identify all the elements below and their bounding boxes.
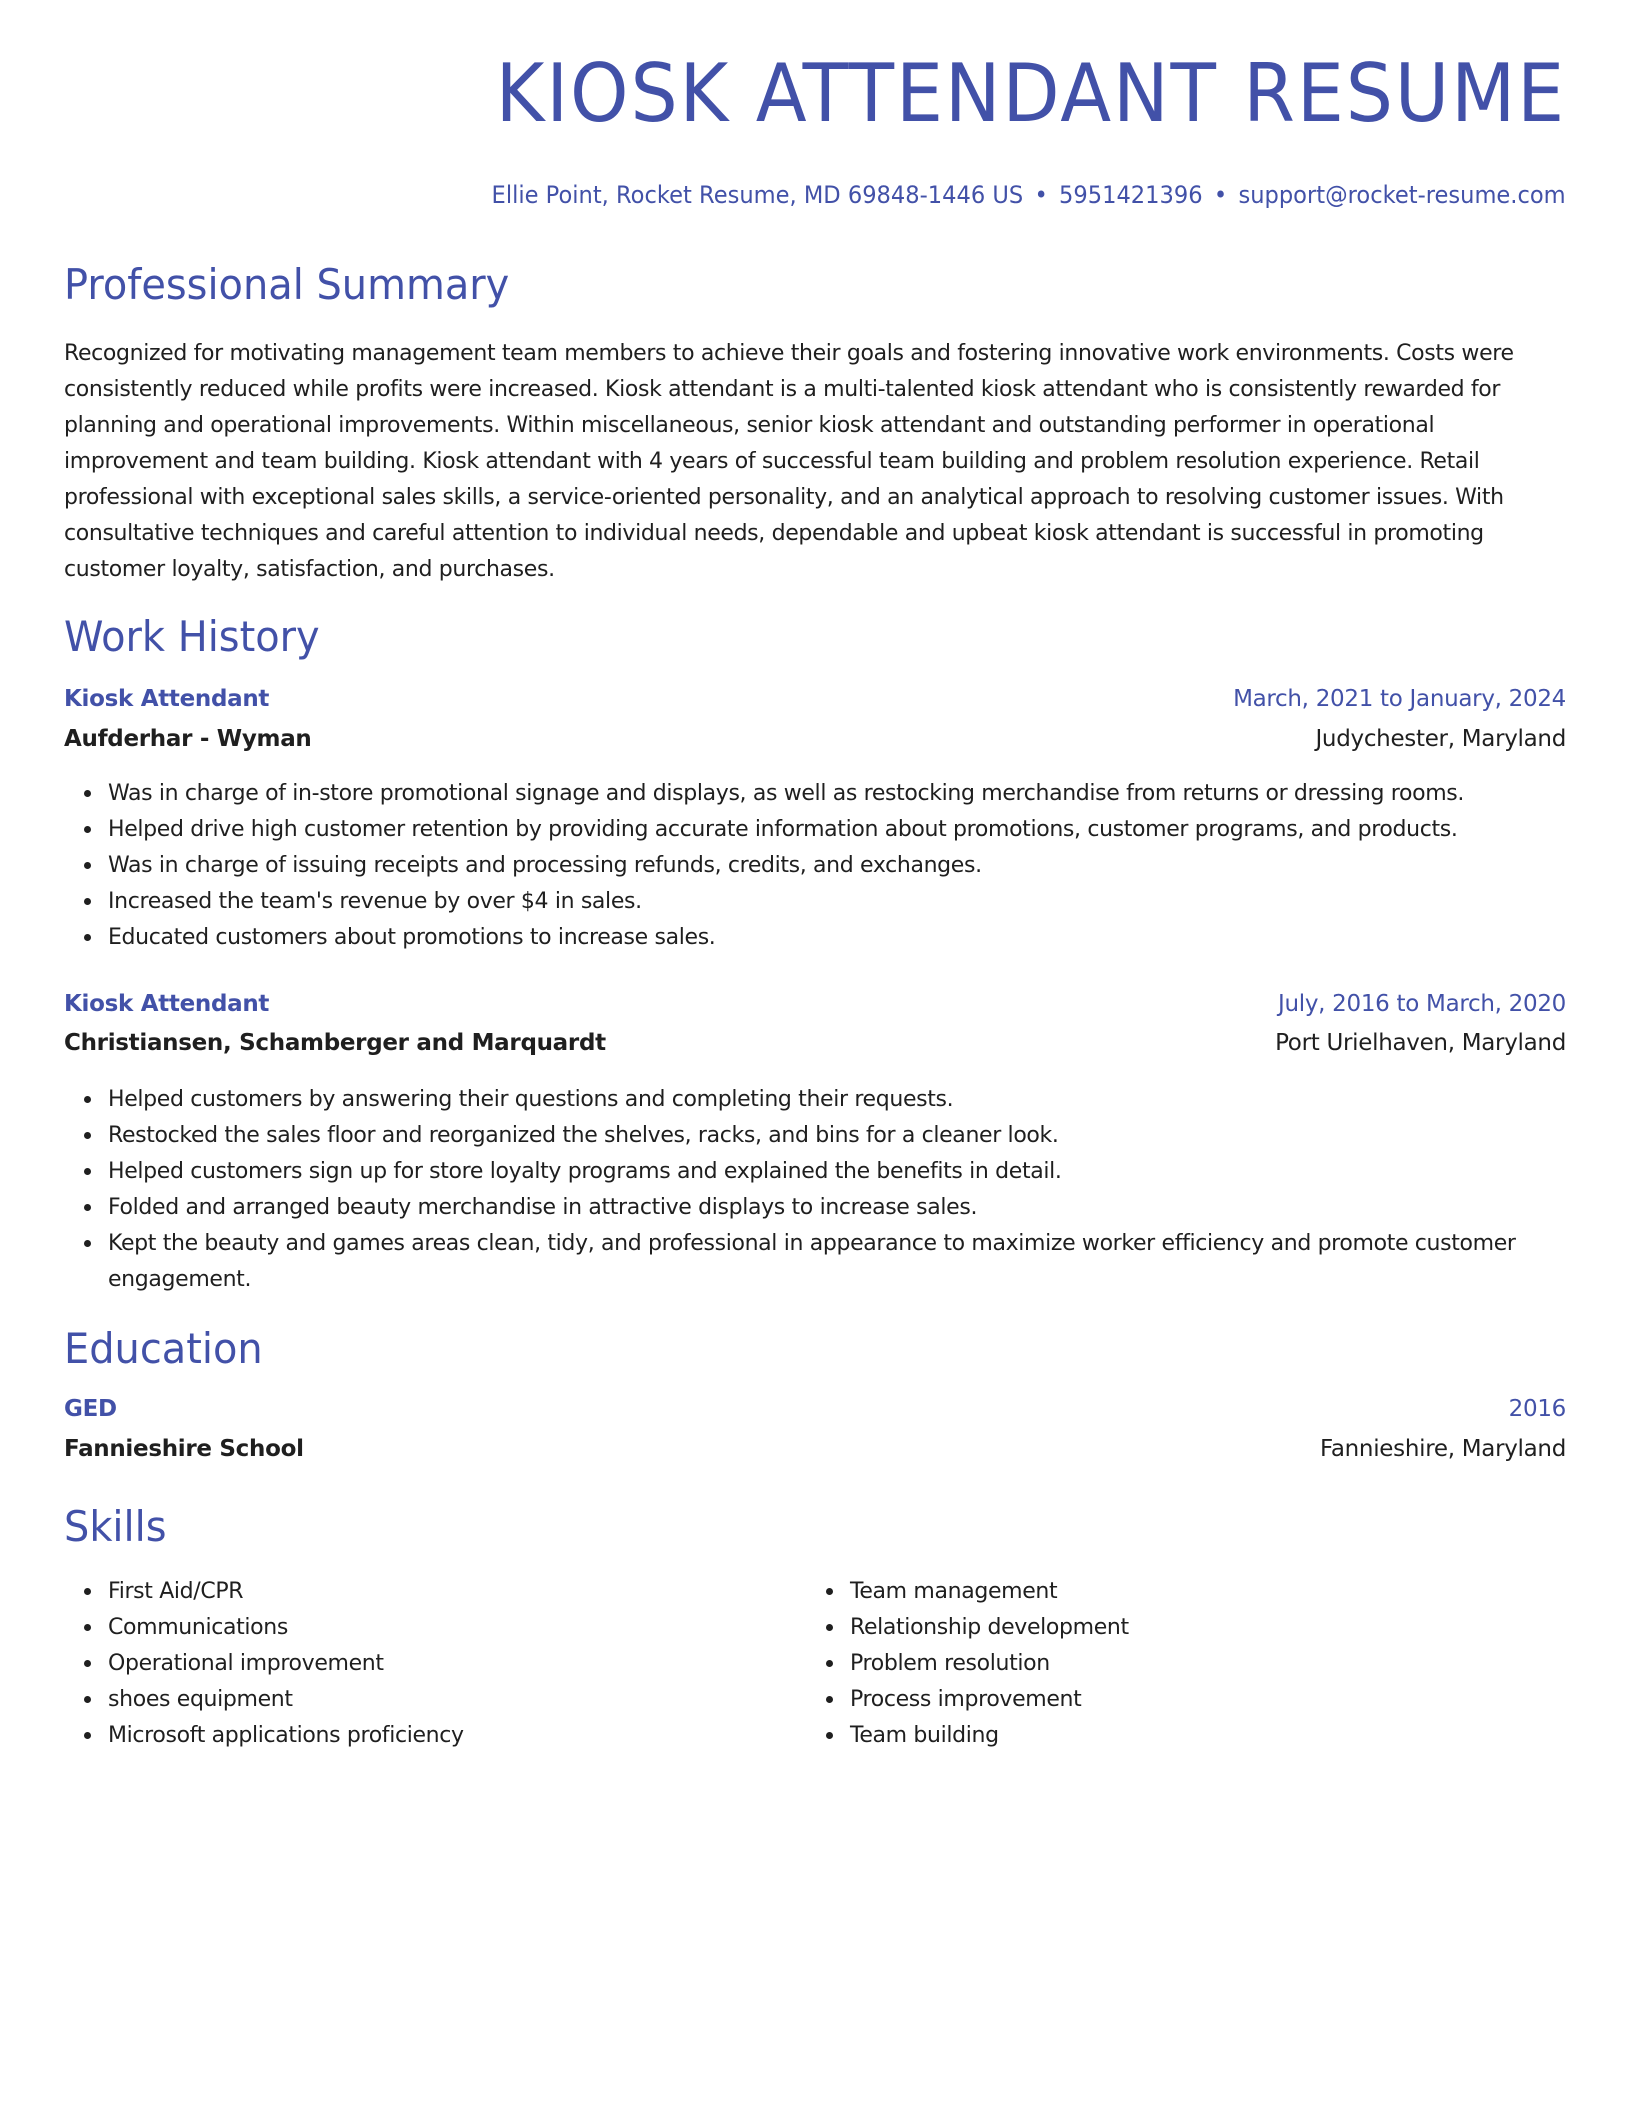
list-item: Was in charge of in-store promotional signage and displays, as well as restocking merchandise from returns or dressing rooms.	[108, 776, 1538, 812]
job-1-header	[64, 686, 1566, 722]
job-2-bullets	[108, 1082, 1538, 1298]
summary-text: Recognized for motivating management team members to achieve their goals and fostering innovative work environments. Costs were consistently reduced while profits were increased. Kiosk attendant is a multi-talented kiosk attendant who is consistently rewarded for planning and operational improvements. Within miscellaneous, senior kiosk attendant and outstanding performer in operational improvement and team building. Kiosk attendant with 4 years of successful team building and problem resolution experience. Retail professional with exceptional sales skills, a service-oriented personality, and an analytical approach to resolving customer issues. With consultative techniques and careful attention to individual needs, dependable and upbeat kiosk attendant is successful in promoting customer loyalty, satisfaction, and purchases.	[64, 341, 1514, 582]
contact-email[interactable]: support@rocket-resume.com	[1238, 181, 1566, 209]
list-item: Folded and arranged beauty merchandise in attractive displays to increase sales.	[108, 1190, 1538, 1226]
contact-line	[492, 181, 1566, 209]
education-header	[64, 1396, 1566, 1432]
list-item: Helped drive high customer retention by providing accurate information about promotions, customer programs, and products.	[108, 812, 1538, 848]
employer-name: Aufderhar - Wyman	[64, 726, 312, 752]
work-history-heading: Work History	[64, 612, 320, 661]
skills-list-right	[850, 1574, 1550, 1754]
job-location: Judychester, Maryland	[1315, 726, 1566, 752]
contact-separator: •	[1214, 181, 1228, 209]
skill-item: Problem resolution	[850, 1646, 1550, 1682]
list-item: Restocked the sales floor and reorganized the shelves, racks, and bins for a cleaner look.	[108, 1118, 1538, 1154]
resume-page	[64, 0, 1566, 2112]
job-2-header	[64, 991, 1566, 1027]
skills-list-left	[108, 1574, 808, 1754]
contact-phone[interactable]: 5951421396	[1059, 181, 1203, 209]
education-school-row	[64, 1436, 1566, 1472]
list-item: Kept the beauty and games areas clean, tidy, and professional in appearance to maximize worker efficiency and promote customer engagement.	[108, 1226, 1538, 1298]
skill-item: First Aid/CPR	[108, 1574, 808, 1610]
skill-item: Communications	[108, 1610, 808, 1646]
job-dates: March, 2021 to January, 2024	[1233, 686, 1566, 712]
job-2-employer-row	[64, 1030, 1566, 1066]
skill-item: Process improvement	[850, 1682, 1550, 1718]
list-item: Was in charge of issuing receipts and processing refunds, credits, and exchanges.	[108, 848, 1538, 884]
skill-item: Microsoft applications proficiency	[108, 1718, 808, 1754]
skill-item: Team management	[850, 1574, 1550, 1610]
skill-item: Team building	[850, 1718, 1550, 1754]
skills-heading: Skills	[64, 1502, 167, 1551]
job-1-employer-row	[64, 726, 1566, 762]
list-item: Helped customers sign up for store loyalty programs and explained the benefits in detail.	[108, 1154, 1538, 1190]
education-year: 2016	[1508, 1396, 1566, 1422]
resume-title: KIOSK ATTENDANT RESUME	[495, 47, 1566, 140]
summary-heading: Professional Summary	[64, 260, 510, 309]
education-heading: Education	[64, 1324, 263, 1373]
contact-separator: •	[1034, 181, 1049, 209]
skill-item: Operational improvement	[108, 1646, 808, 1682]
job-1-bullets	[108, 776, 1538, 956]
list-item: Educated customers about promotions to increase sales.	[108, 920, 1538, 956]
degree: GED	[64, 1396, 117, 1422]
employer-name: Christiansen, Schamberger and Marquardt	[64, 1030, 606, 1056]
job-location: Port Urielhaven, Maryland	[1275, 1030, 1566, 1056]
skill-item: shoes equipment	[108, 1682, 808, 1718]
job-title: Kiosk Attendant	[64, 686, 270, 712]
contact-address: Ellie Point, Rocket Resume, MD 69848-1446 US	[491, 181, 1024, 209]
job-dates: July, 2016 to March, 2020	[1278, 991, 1566, 1017]
job-title: Kiosk Attendant	[64, 991, 270, 1017]
school-name: Fannieshire School	[64, 1436, 304, 1462]
school-location: Fannieshire, Maryland	[1320, 1436, 1566, 1462]
list-item: Increased the team's revenue by over $4 in sales.	[108, 884, 1538, 920]
skill-item: Relationship development	[850, 1610, 1550, 1646]
list-item: Helped customers by answering their questions and completing their requests.	[108, 1082, 1538, 1118]
